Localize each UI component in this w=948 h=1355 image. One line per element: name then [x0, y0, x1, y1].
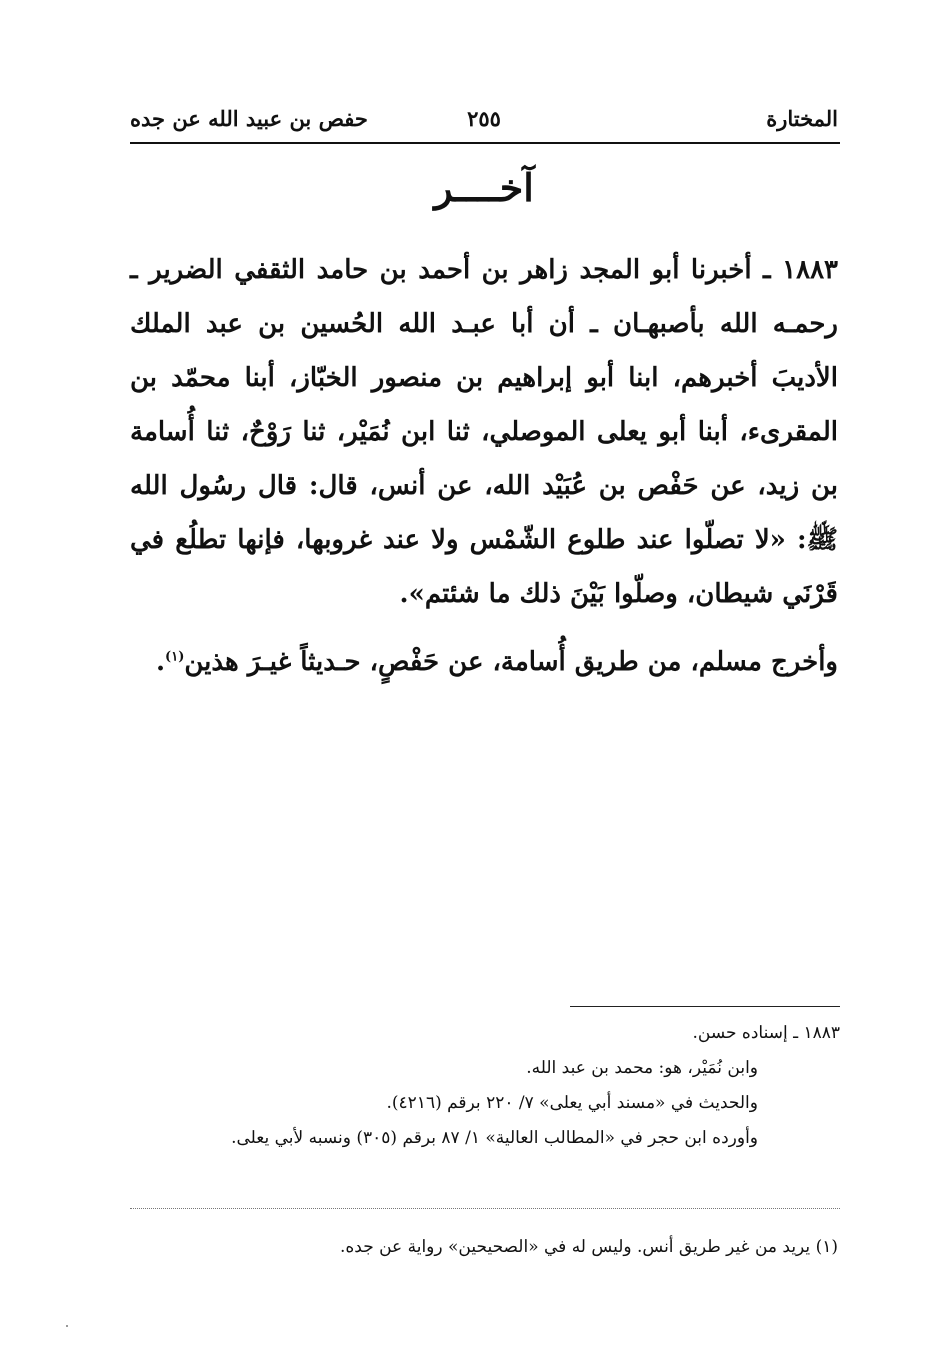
- running-header: [130, 100, 838, 140]
- main-text: [130, 243, 838, 689]
- page-note-text: يريد من غير طريق أنس. وليس له في «الصحيحين» رواية عن جده.: [339, 1237, 811, 1257]
- note-separator: [130, 1208, 840, 1209]
- header-page-number: ٢٥٥: [467, 106, 501, 131]
- footnote-line-2: وابن نُمَيْر، هو: محمد بن عبد الله.: [526, 1058, 758, 1078]
- footnote-separator: [570, 1006, 840, 1007]
- footnote-reference: (١): [165, 649, 185, 665]
- header-book-title: المختارة: [766, 106, 838, 131]
- footnote-line-4: وأورده ابن حجر في «المطالب العالية» ١/ ٨٧ برقم (٣٠٥) ونسبه لأبي يعلى.: [231, 1128, 758, 1148]
- footnote-line-1: [150, 1016, 840, 1051]
- footnote-hadith-number: ١٨٨٣: [803, 1023, 840, 1043]
- footnote-grading: ـ إسناده حسن.: [692, 1023, 799, 1043]
- hadith-paragraph: ١٨٨٣ ـ أخبرنا أبو المجد زاهر بن أحمد بن حامد الثقفي الضرير ـ رحمـه الله بأصبهـان ـ أن أبا عبـد الله الحُسين بن عبد الملك الأديبَ أخبرهم، ابنا أبو إبراهيم بن منصور الخبّاز، أبنا محمّد بن المقرىء، أبنا أبو يعلى الموصلي، ثنا ابن نُمَيْر، ثنا رَوْحٌ، ثنا أُسامة بن زيد، عن حَفْص بن عُبَيْد الله، عن أنس، قال: قال رسُول الله ﷺ: «لا تصلّوا عند طلوع الشّمْس ولا عند غروبها، فإنها تطلُع في قَرْنَي شيطان، وصلّوا بَيْنَ ذلك ما شئتم».: [130, 255, 838, 609]
- footnotes: [150, 1016, 840, 1156]
- section-title: آخــــر: [434, 165, 534, 210]
- commentary-end: .: [155, 647, 166, 677]
- commentary-paragraph: [130, 635, 838, 689]
- header-rule: [130, 142, 840, 144]
- commentary-text: وأخرج مسلم، من طريق أُسامة، عن حَفْصٍ، حـديثاً غيـرَ هذين: [184, 647, 838, 677]
- page-note-line: [130, 1230, 838, 1265]
- header-chapter-title: حفص بن عبيد الله عن جده: [130, 106, 368, 131]
- page-note-marker: (١): [815, 1237, 838, 1257]
- footnote-line-3: والحديث في «مسند أبي يعلى» ٧/ ٢٢٠ برقم (٤٢١٦).: [386, 1093, 758, 1113]
- page-note: [130, 1230, 838, 1265]
- scan-speck: [66, 1325, 68, 1327]
